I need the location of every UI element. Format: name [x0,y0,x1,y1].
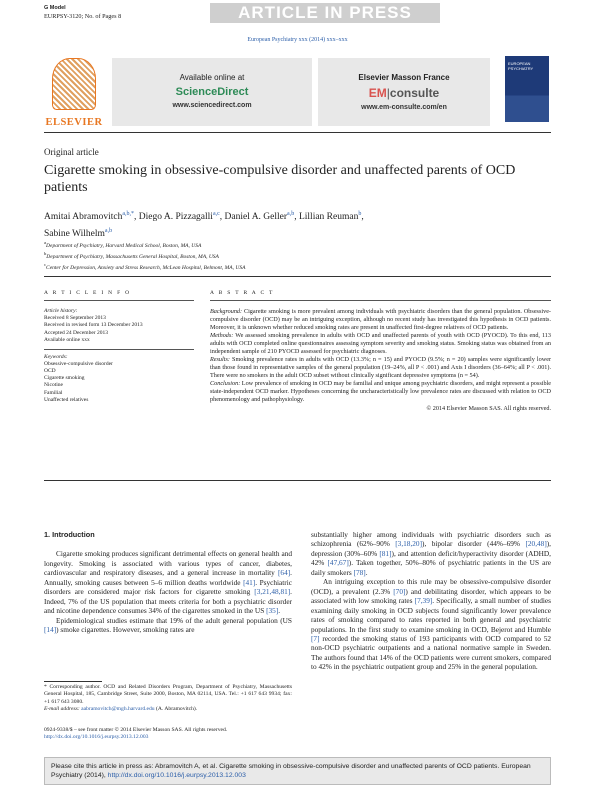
journal-cover-thumbnail[interactable]: EUROPEAN PSYCHIATRY [505,56,549,122]
citation-link[interactable]: [41] [243,577,256,587]
body-column-right: substantially higher among individuals with psychiatric disorders such as schizophrenia (62%–90% [3,18,20]), bipolar disorder (44%–69% [20,48]), depression (30%–60% [81]), and attention deficit/hyperactivity disorder (ADHD, 42% [47,67]). Taken together, 50%–80% of psychiatric patients in the US are daily smokers [78]. An intriguing exception to this rule may be obsessive-compulsive disorder (OCD), a prevalent (2.3% [70]) and debilitating disorder, which appears to be associated with low smoking rates [7,39]. Specifically, a small number of studies examining daily smoking in OCD subjects found significantly lower prevalence rates of smoking compared to rates reported in both general and psychiatric populations. In the first study to examine smoking in OCD, Bejerot and Humble [7] recorded the smoking status of 193 participants with OCD compared to 52 non-OCD psychiatric outpatients and a national normative sample in Sweden. The authors found that 14% of the OCD patients were current smokers, compared to 42% in the psychiatric outpatient group and 25% in the general population. [311,530,552,672]
article-title: Cigarette smoking in obsessive-compulsive disorder and unaffected parents of OCD patients [44,163,516,195]
gmodel-label: G Model [44,5,66,11]
abstract-rule [210,300,551,301]
citation-link[interactable]: [81] [379,548,392,558]
keyword: Obsessive-compulsive disorder [44,360,113,367]
elsevier-tree-icon [52,58,96,110]
author-name[interactable]: Amitai Abramovitch [44,212,123,223]
citation-link[interactable]: [35] [266,606,279,616]
cite-doi-link[interactable]: http://dx.doi.org/10.1016/j.eurpsy.2013.12.003 [107,772,246,779]
author-name[interactable]: Lillian Reuman [298,212,359,223]
info-rule [44,300,194,301]
header-rule [44,132,551,133]
citation-link[interactable]: [64] [278,568,291,578]
abstract-text: Background: Cigarette smoking is more prevalent among individuals with psychiatric disorders than the general population. Obsessive-compulsive disorder (OCD) may be an intriguing exception, although no recent study has investigated this hypothesis in OCD patients. Moreover, it is unknown whether reduced smoking rates are present in unaffected first-degree relatives of OCD patients. Methods: We assessed smoking prevalence in adults with OCD and unaffected parents of youth with OCD (PYOCD). To this end, 113 adults with OCD completed online questionnaires assessing symptom severity and smoking status. Smoking status was obtained from an independent sample of 210 PYOCD assessed for psychiatric diagnoses. Results: Smoking prevalence rates in adults with OCD (13.3%; n = 15) and PYOCD (9.5%; n = 20) samples were significantly lower than those found in representative samples of the general population (19–24%, all P < .001) and Axis I disorders (36–64%; all P < .001). There were no smokers in the adult OCD subset without clinically significant depressive symptoms (n = 54). Conclusion: Low prevalence of smoking in OCD may be familial and unique among psychiatric disorders, and might represent a possible state-independent OCD marker. Hypotheses concerning the uncharacteristically low prevalence rates are discussed with relation to OCD phenomenology and pathophysiology. © 2014 Elsevier Masson SAS. All rights reserved. [210,308,551,412]
issn-line: 0924-9338/$ – see front matter © 2014 Elsevier Masson SAS. All rights reserved. http://dx.doi.org/10.1016/j.eurpsy.2013.12.003 [44,727,228,741]
keyword: Familial [44,389,63,396]
citation-link[interactable]: [47,67] [327,558,349,568]
citation-link[interactable]: [14] [44,625,57,635]
sciencedirect-url[interactable]: www.sciencedirect.com [172,102,252,109]
citation-link[interactable]: [7] [311,633,320,643]
citation-box: Please cite this article in press as: Abramovitch A, et al. Cigarette smoking in obsessive-compulsive disorder and unaffected parents of OCD patients. European Psychiatry (2014), http://dx.doi.org/10.1016/j.eurpsy.2013.12.003 [44,757,551,785]
em-consulte-url[interactable]: www.em-consulte.com/en [361,104,447,111]
author-name[interactable]: Sabine Wilhelm [44,229,105,240]
em-consulte-box[interactable]: Elsevier Masson France EM|consulte www.em-consulte.com/en [318,58,490,126]
em-consulte-logo: EM|consulte [368,86,440,100]
abstract-header: A B S T R A C T [210,290,275,296]
article-in-press-banner: ARTICLE IN PRESS [210,3,440,23]
keyword: OCD [44,368,56,375]
corresponding-author-footnote: * Corresponding author. OCD and Related Disorders Program, Department of Psychiatry, Massachusetts General Hospital, 185, Cambridge Street, Suite 2000, Boston, MA 02114, USA. Tel.: +1 617 643 9934; fax: +1 617 643 3080. E-mail address: aabramovitch@mgh.harvard.edu (A. Abramovitch). [44,684,292,712]
citation-link[interactable]: [7,39] [414,596,433,606]
copyright: © 2014 Elsevier Masson SAS. All rights reserved. [426,405,551,412]
sciencedirect-box[interactable]: Available online at ScienceDirect www.sciencedirect.com [112,58,312,126]
affiliations: $^a$Department of Psychiatry, Harvard Medical School, Boston, MA, USA $^b$Department of Psychiatry, Massachusetts General Hospital, Boston, MA, USA $^c$Center for Depression, Anxiety and Stress Research, McLean Hospital, Belmont, MA, USA [44,240,246,271]
email-link[interactable]: aabramovitch@mgh.harvard.edu [81,705,155,712]
body-column-left: 1. Introduction Cigarette smoking produces significant detrimental effects on general health and longevity. Smoking is associated with various types of cancer, diabetes, cardiovascular and respiratory diseases, and a general increase in mortality [64]. Annually, smoking causes between 5–6 million deaths worldwide [41]. Psychiatric disorders are considered major risk factors for cigarette smoking [3,21,48,81]. Indeed, 7% of the US population that meets criteria for both a psychiatric disorder and nicotine dependence consumes 34% of the cigarettes smoked in the US [35]. Epidemiological studies estimate that 19% of the adult general population (US [14]) smoke cigarettes. However, smoking rates are [44,530,293,635]
journal-line[interactable]: European Psychiatry xxx (2014) xxx–xxx [247,37,348,43]
author-list: Amitai Abramovitch$^{a,b,*}$, Diego A. Pizzagalli$^{a,c}$, Daniel A. Geller$^{a,b}$, Lillian Reuman$^b$, Sabine Wilhelm$^{a,b}$ [44,211,364,240]
elsevier-logo[interactable]: ELSEVIER [44,56,104,128]
author-name[interactable]: Diego A. Pizzagalli [138,212,213,223]
keyword: Cigarette smoking [44,375,85,382]
author-name[interactable]: Daniel A. Geller [224,212,288,223]
keyword: Nicotine [44,382,63,389]
article-ref: EURPSY-3120; No. of Pages 8 [44,13,122,20]
citation-link[interactable]: [20,48] [525,539,547,549]
citation-link[interactable]: [78] [353,567,366,577]
abstract-bottom-rule [44,480,551,481]
article-info-header: A R T I C L E I N F O [44,290,131,296]
article-info: Article history: Received 8 September 2013 Received in revised form 13 December 2013 Accepted 24 December 2013 Available online xxx Keywords: Obsessive-compulsive disorder OCD Cigarette smoking Nicotine Familial Unaffected relatives [44,308,194,404]
article-type: Original article [44,147,99,157]
sciencedirect-logo: ScienceDirect [175,86,249,98]
citation-link[interactable]: [3,21,48,81] [254,587,291,597]
footnote-rule [44,681,102,682]
affiliation-rule [44,276,551,277]
section-heading: 1. Introduction [44,530,95,539]
doi-link[interactable]: http://dx.doi.org/10.1016/j.eurpsy.2013.12.003 [44,734,149,741]
keyword: Unaffected relatives [44,396,89,403]
citation-link[interactable]: [3,18,20] [395,539,423,549]
citation-link[interactable]: [70] [393,586,406,596]
